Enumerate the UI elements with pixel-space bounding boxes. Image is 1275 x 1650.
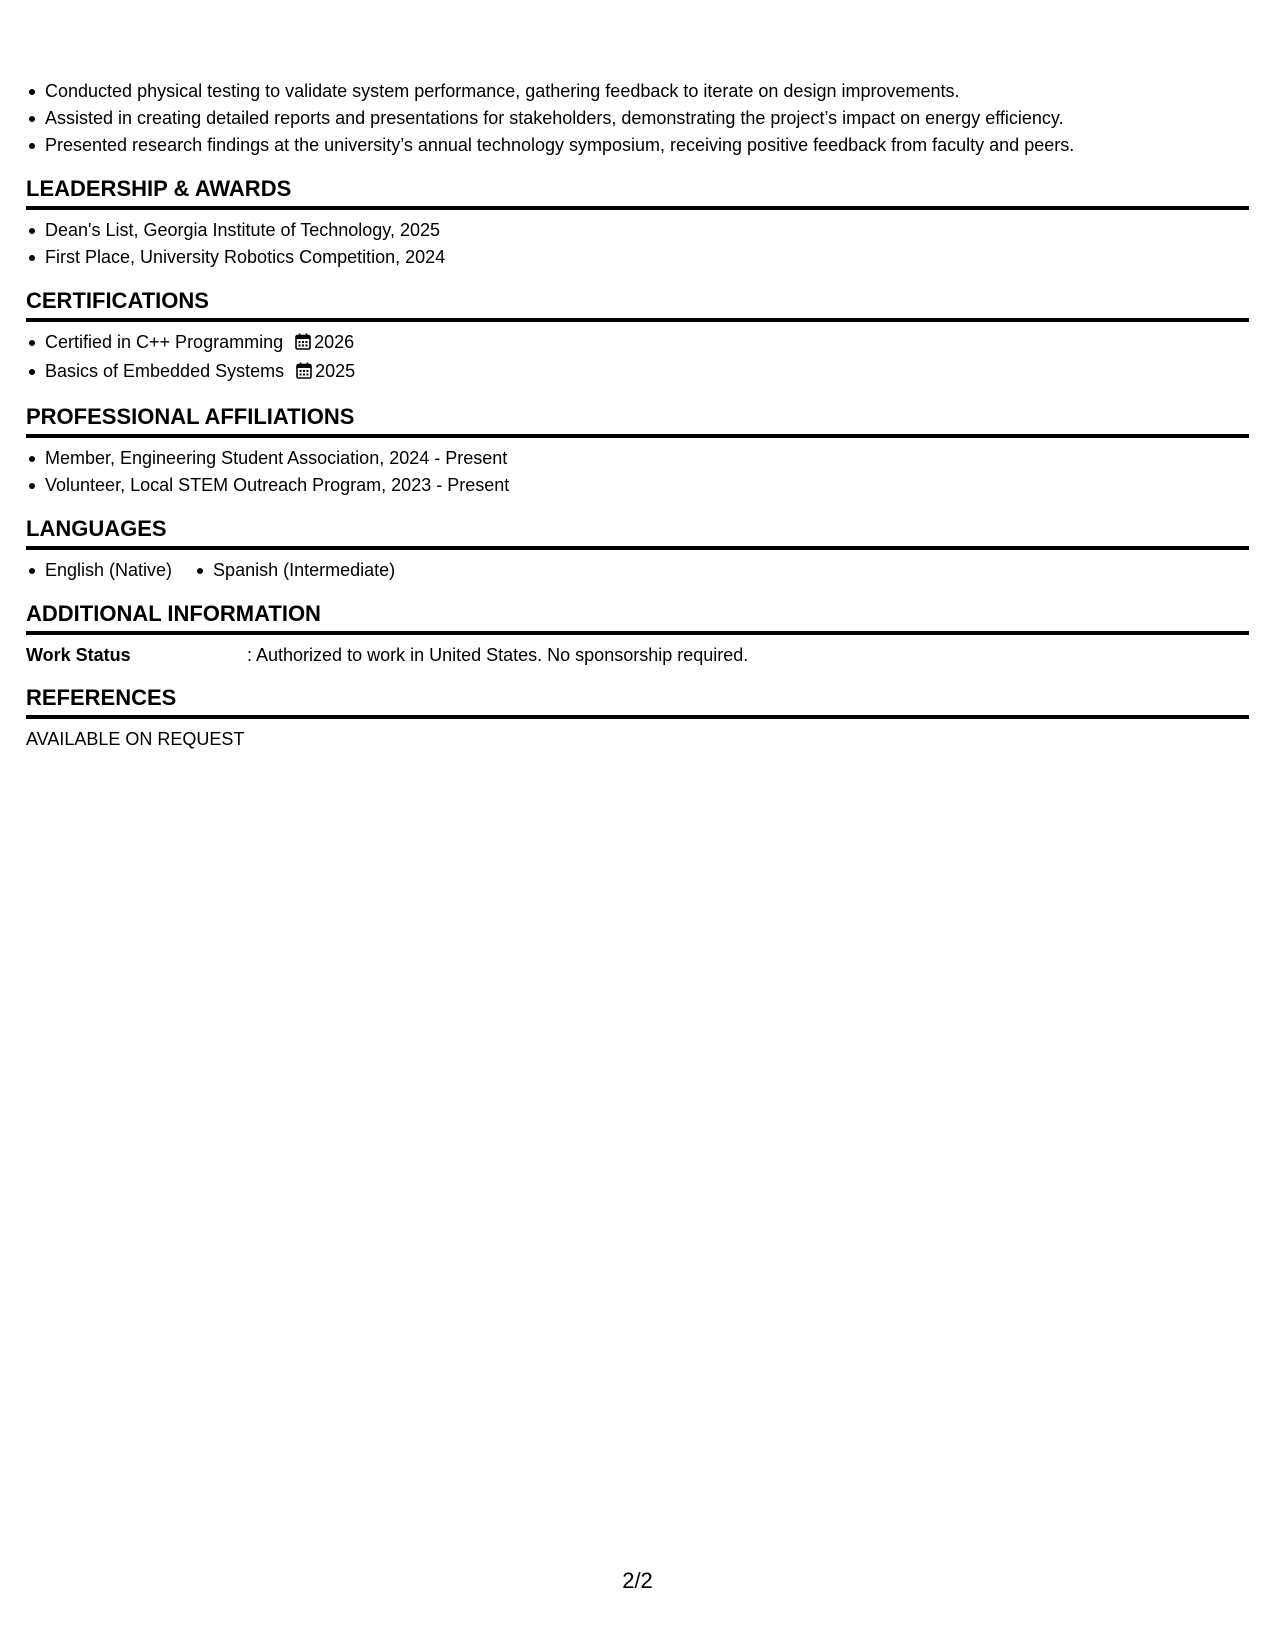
section-professional-affiliations	[26, 403, 1249, 499]
list-item: Volunteer, Local STEM Outreach Program, 2023 - Present	[26, 472, 1249, 499]
resume-page	[26, 78, 1249, 752]
section-leadership-awards	[26, 175, 1249, 271]
list-item	[26, 358, 1249, 387]
certification-name: Basics of Embedded Systems	[45, 361, 285, 381]
section-references	[26, 684, 1249, 752]
list-item: Dean's List, Georgia Institute of Technology, 2025	[26, 217, 1249, 244]
affiliations-list	[26, 445, 1249, 499]
leadership-list	[26, 217, 1249, 271]
list-item: First Place, University Robotics Competition, 2024	[26, 244, 1249, 271]
certification-year: 2025	[315, 361, 356, 381]
calendar-icon	[296, 360, 312, 387]
work-status-label: Work Status	[26, 645, 131, 665]
section-title: LANGUAGES	[26, 515, 1249, 550]
section-certifications	[26, 287, 1249, 387]
list-item: Assisted in creating detailed reports and presentations for stakeholders, demonstrating the project’s impact on energy efficiency.	[26, 105, 1249, 132]
work-status-value: : Authorized to work in United States. No sponsorship required.	[247, 645, 749, 665]
section-title: CERTIFICATIONS	[26, 287, 1249, 322]
calendar-icon	[295, 331, 311, 358]
languages-list	[26, 557, 1249, 584]
section-title: REFERENCES	[26, 684, 1249, 719]
page-number: 2/2	[622, 1568, 653, 1593]
certification-name: Certified in C++ Programming	[45, 332, 284, 352]
list-item: Spanish (Intermediate)	[194, 557, 395, 584]
certification-year: 2026	[314, 332, 355, 352]
references-text: AVAILABLE ON REQUEST	[26, 729, 245, 749]
list-item	[26, 329, 1249, 358]
list-item: Conducted physical testing to validate system performance, gathering feedback to iterate on design improvements.	[26, 78, 1249, 105]
section-title: ADDITIONAL INFORMATION	[26, 600, 1249, 635]
section-additional-information	[26, 600, 1249, 668]
section-title: PROFESSIONAL AFFILIATIONS	[26, 403, 1249, 438]
section-languages	[26, 515, 1249, 584]
section-title: LEADERSHIP & AWARDS	[26, 175, 1249, 210]
list-item: English (Native)	[26, 557, 172, 584]
certifications-list	[26, 329, 1249, 387]
list-item: Presented research findings at the university’s annual technology symposium, receiving positive feedback from faculty and peers.	[26, 132, 1249, 159]
research-bullet-list	[26, 78, 1249, 159]
list-item: Member, Engineering Student Association, 2024 - Present	[26, 445, 1249, 472]
work-status-row	[26, 642, 1249, 668]
